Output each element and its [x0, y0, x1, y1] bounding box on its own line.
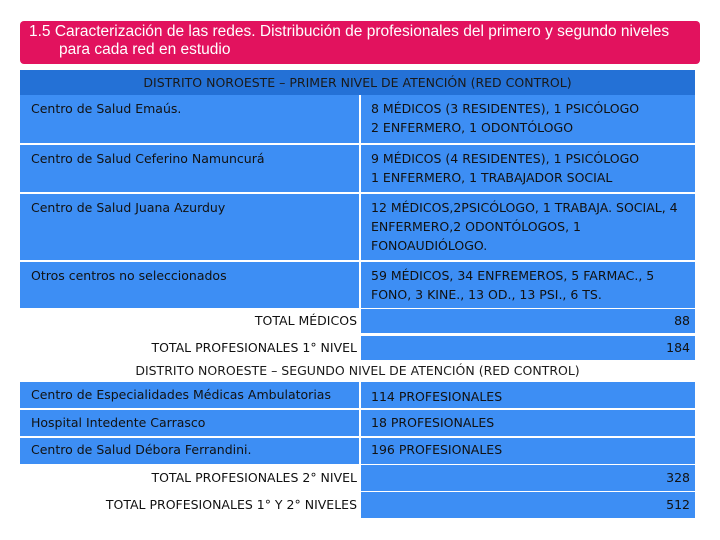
profesionales-cell — [361, 145, 695, 192]
segundo-nivel-header: DISTRITO NOROESTE – SEGUNDO NIVEL DE ATENCIÓN (RED CONTROL) — [20, 360, 695, 382]
total-medicos-label: TOTAL MÉDICOS — [20, 309, 361, 333]
centro-name: Centro de Salud Emaús. — [20, 95, 361, 143]
centro-name: Hospital Intedente Carrasco — [20, 410, 361, 436]
table-row — [20, 410, 695, 436]
profesionales-line: 114 PROFESIONALES — [371, 389, 503, 404]
primer-nivel-header: DISTRITO NOROESTE – PRIMER NIVEL DE ATENCIÓN (RED CONTROL) — [20, 70, 695, 95]
centro-name: Otros centros no seleccionados — [20, 262, 361, 308]
table-row — [20, 145, 695, 192]
total-general-label: TOTAL PROFESIONALES 1° Y 2° NIVELES — [20, 492, 361, 518]
total-primer-nivel-value: 184 — [361, 336, 695, 360]
profesionales-line: 59 MÉDICOS, 34 ENFREMEROS, 5 FARMAC., 5 — [371, 268, 655, 283]
total-general-row — [20, 492, 695, 518]
profesionales-cell — [361, 410, 695, 436]
table-row — [20, 95, 695, 143]
profesionales-line: 1 ENFERMERO, 1 TRABAJADOR SOCIAL — [371, 170, 613, 185]
profesionales-line: 12 MÉDICOS,2PSICÓLOGO, 1 TRABAJA. SOCIAL, 4 — [371, 200, 678, 215]
profesionales-cell — [361, 382, 695, 408]
total-segundo-nivel-row — [20, 465, 695, 491]
total-general-value: 512 — [361, 492, 695, 518]
profesionales-cell — [361, 262, 695, 308]
total-primer-nivel-label: TOTAL PROFESIONALES 1° NIVEL — [20, 336, 361, 360]
profesionales-line: 196 PROFESIONALES — [371, 442, 503, 457]
profesionales-cell — [361, 438, 695, 464]
total-segundo-nivel-label: TOTAL PROFESIONALES 2° NIVEL — [20, 465, 361, 491]
profesionales-line: ENFERMERO,2 ODONTÓLOGOS, 1 — [371, 219, 581, 234]
total-primer-nivel-row — [20, 336, 695, 360]
profesionales-line: 2 ENFERMERO, 1 ODONTÓLOGO — [371, 120, 574, 135]
profesionales-line: FONO, 3 KINE., 13 OD., 13 PSI., 6 TS. — [371, 287, 602, 302]
title-line-2: para cada red en estudio — [59, 41, 231, 58]
centro-name: Centro de Salud Ceferino Namuncurá — [20, 145, 361, 192]
total-medicos-row — [20, 309, 695, 333]
profesionales-line: 9 MÉDICOS (4 RESIDENTES), 1 PSICÓLOGO — [371, 151, 640, 166]
total-medicos-value: 88 — [361, 309, 695, 333]
table-row — [20, 194, 695, 260]
centro-name: Centro de Salud Juana Azurduy — [20, 194, 361, 260]
table-row — [20, 382, 695, 408]
table-row — [20, 262, 695, 308]
profesionales-line: 18 PROFESIONALES — [371, 415, 495, 430]
table-row — [20, 438, 695, 464]
centro-name: Centro de Especialidades Médicas Ambulatorias — [20, 382, 361, 408]
slide-title — [20, 21, 700, 64]
centro-name: Centro de Salud Débora Ferrandini. — [20, 438, 361, 464]
profesionales-line: FONOAUDIÓLOGO. — [371, 238, 488, 253]
profesionales-cell — [361, 95, 695, 143]
total-segundo-nivel-value: 328 — [361, 465, 695, 491]
title-line-1: 1.5 Caracterización de las redes. Distribución de profesionales del primero y segundo niveles — [29, 23, 670, 40]
profesionales-line: 8 MÉDICOS (3 RESIDENTES), 1 PSICÓLOGO — [371, 101, 640, 116]
profesionales-cell — [361, 194, 695, 260]
